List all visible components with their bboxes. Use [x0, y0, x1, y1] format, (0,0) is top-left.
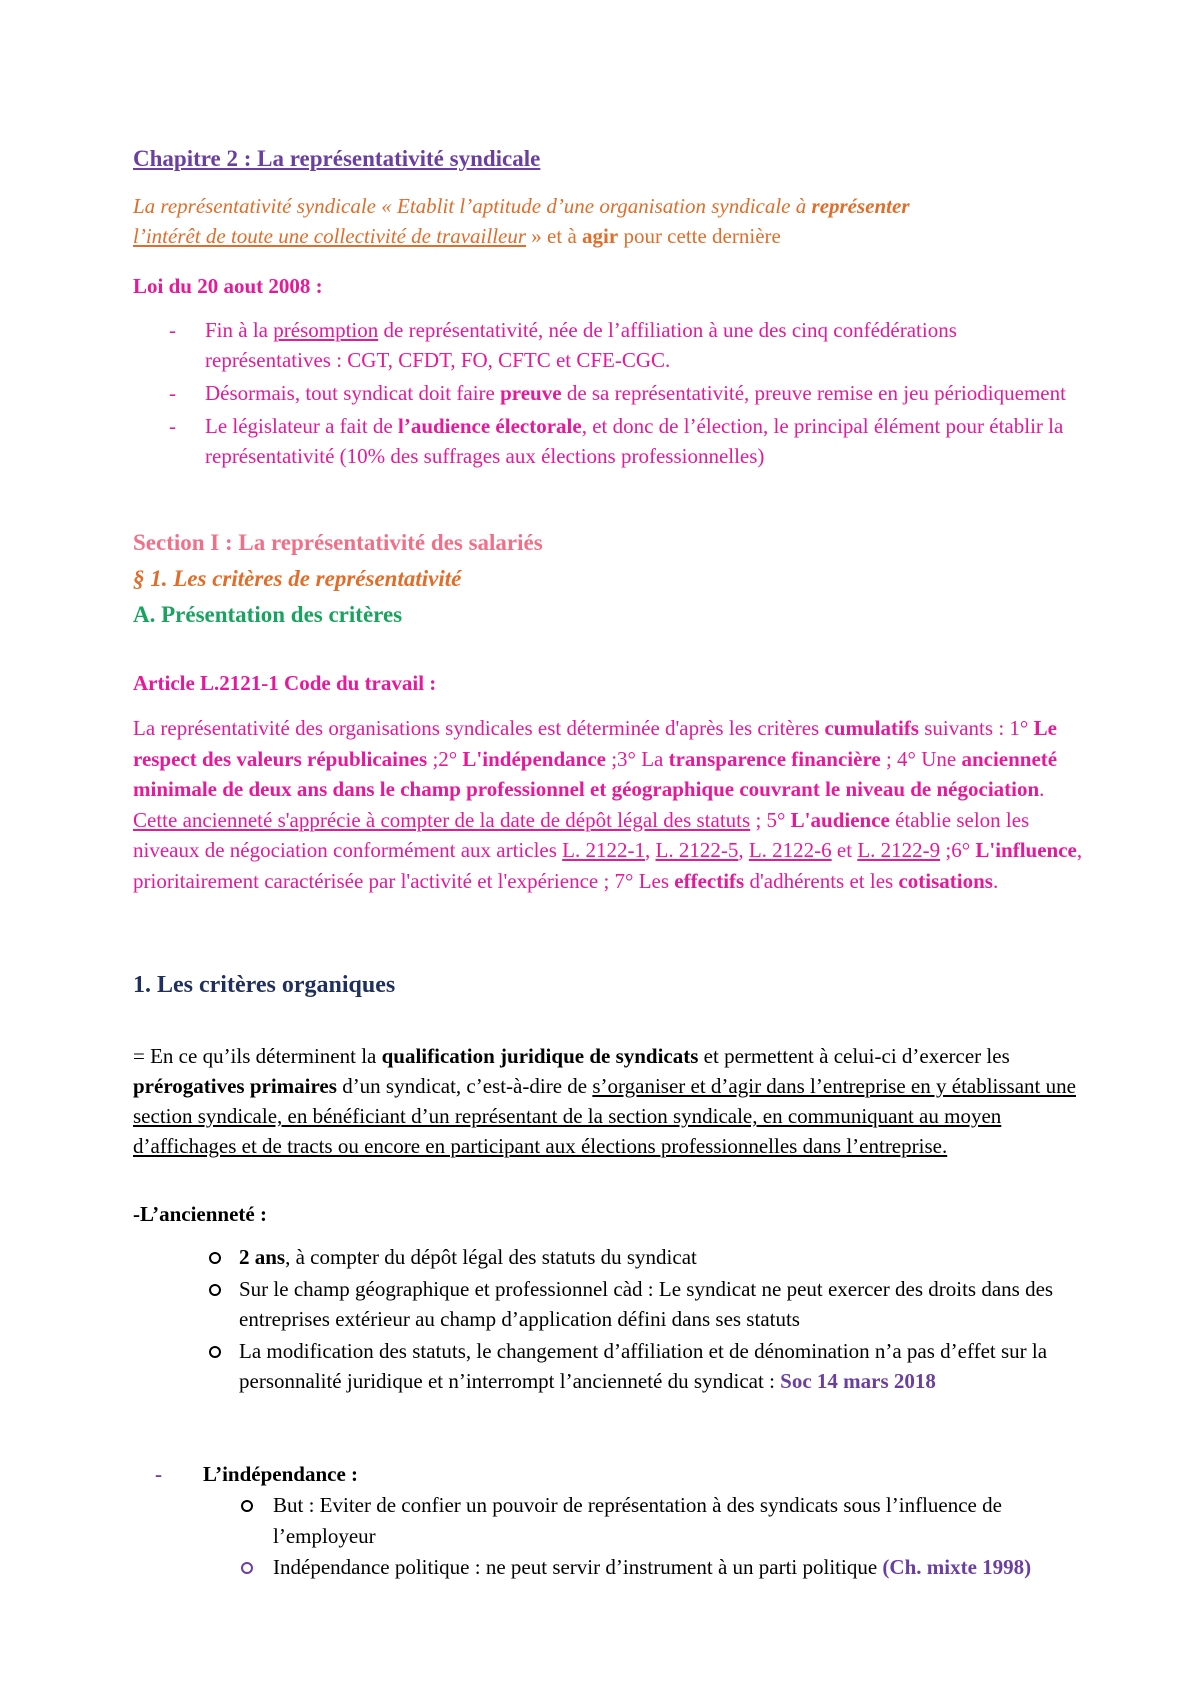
- list-text: Sur le champ géographique et professionnel càd : Le syndicat ne peut exercer des droits dans des entreprises extérieur au champ d’application défini dans ses statuts: [239, 1276, 1054, 1331]
- article-text: ,: [645, 838, 656, 862]
- article-bold: cotisations: [898, 868, 993, 893]
- anciennete-list: [133, 1242, 1083, 1398]
- paragraph-bold: prérogatives primaires: [133, 1074, 337, 1098]
- paragraph-text: d’un syndicat, c’est-à-dire de: [336, 1074, 593, 1098]
- article-text: ;2°: [427, 746, 463, 771]
- article-link[interactable]: L. 2122-5: [655, 838, 739, 862]
- article-text: suivants : 1°: [918, 716, 1034, 740]
- article-bold: L'influence: [975, 838, 1077, 862]
- definition-bold-representer: représenter: [811, 194, 910, 218]
- list-text: de sa représentativité, preuve remise en jeu périodiquement: [561, 381, 1066, 405]
- article-link[interactable]: L. 2122-6: [748, 838, 832, 862]
- definition-bold-agir: agir: [582, 224, 619, 248]
- article-body: [133, 713, 1083, 896]
- article-text: .: [992, 868, 999, 893]
- definition-paragraph: [133, 191, 1083, 251]
- dash-marker: -: [169, 318, 176, 342]
- dash-marker: -: [169, 414, 176, 438]
- page-title: Chapitre 2 : La représentativité syndicale: [133, 146, 541, 171]
- article-text: d'adhérents et les: [744, 868, 899, 893]
- dash-marker: -: [169, 381, 176, 405]
- article-text: , prioritairement caractérisée par l'activité et l'expérience ; 7° Les: [133, 838, 1083, 893]
- bold-term: l’audience électorale: [398, 414, 582, 438]
- list-item: [133, 1242, 1083, 1273]
- bold-term: 2 ans: [239, 1245, 286, 1269]
- article-bold: transparence financière: [668, 746, 881, 771]
- paragraph-text: = En ce qu’ils déterminent la: [133, 1044, 382, 1068]
- subsubsection-heading: A. Présentation des critères: [133, 602, 403, 627]
- list-text: , et donc de l’élection, le principal élément pour établir la représentativité (10% des suffrages aux élections professionnelles): [205, 414, 1064, 468]
- loi-heading: Loi du 20 aout 2008 :: [133, 274, 323, 298]
- case-reference: (Ch. mixte 1998): [882, 1555, 1032, 1579]
- list-item: [133, 1336, 1083, 1397]
- definition-text-3: » et à: [526, 224, 583, 248]
- list-item: [133, 1490, 1083, 1551]
- article-text: ; 4° Une: [880, 746, 962, 771]
- list-item: [133, 1552, 1083, 1583]
- list-text: de représentativité, née de l’affiliation à une des cinq confédérations représentatives : CGT, CFDT, FO, CFTC et CFE-CGC.: [205, 318, 957, 372]
- list-text: La modification des statuts, le changement d’affiliation et de dénomination n’a pas d’effet sur la personnalité juridique et n’interrompt l’ancienneté du syndicat :: [239, 1338, 1048, 1393]
- loi-list: [133, 315, 1083, 474]
- list-text: But : Eviter de confier un pouvoir de représentation à des syndicats sous l’influence de l’employeur: [273, 1493, 1002, 1548]
- independance-label: L’indépendance :: [203, 1462, 359, 1486]
- article-heading: Article L.2121-1 Code du travail :: [133, 671, 437, 695]
- dash-marker: -: [155, 1462, 162, 1486]
- bullet-circle-icon: [209, 1346, 221, 1358]
- list-text: Fin à la: [205, 318, 274, 342]
- article-text: ,: [738, 838, 749, 862]
- definition-text-4: pour cette dernière: [618, 224, 781, 248]
- bullet-circle-icon: [209, 1284, 221, 1296]
- subsection-heading: § 1. Les critères de représentativité: [133, 566, 462, 591]
- list-text: Désormais, tout syndicat doit faire: [205, 381, 501, 405]
- bullet-circle-icon: [241, 1500, 253, 1512]
- list-item: [133, 1274, 1083, 1335]
- organiques-paragraph: [133, 1041, 1083, 1161]
- paragraph-bold: qualification juridique de syndicats: [381, 1044, 699, 1068]
- article-bold: cumulatifs: [824, 716, 919, 740]
- case-reference: Soc 14 mars 2018: [780, 1369, 936, 1393]
- paragraph-text: et permettent à celui-ci d’exercer les: [698, 1044, 1010, 1068]
- article-bold: L'audience: [790, 807, 890, 832]
- article-bold: L'indépendance: [462, 746, 606, 771]
- list-text: , à compter du dépôt légal des statuts du syndicat: [285, 1245, 697, 1269]
- definition-text-1: La représentativité syndicale « Etablit l’aptitude d’une organisation syndicale à: [133, 194, 812, 218]
- bold-term: preuve: [500, 381, 562, 405]
- list-item: [133, 378, 1083, 408]
- organiques-heading: 1. Les critères organiques: [133, 972, 396, 998]
- article-bold: effectifs: [674, 868, 745, 893]
- list-item: [133, 315, 1083, 375]
- anciennete-heading: -L’ancienneté :: [133, 1202, 267, 1226]
- list-text: Le législateur a fait de: [205, 414, 398, 438]
- article-bold: ancienneté minimale de deux ans dans le champ professionnel et géographique couvrant le niveau de négociation: [133, 746, 1058, 801]
- article-text: La représentativité des organisations syndicales est déterminée d'après les critères: [133, 716, 825, 740]
- article-bold: Le respect des valeurs républicaines: [133, 716, 1057, 771]
- article-link[interactable]: L. 2122-1: [562, 838, 645, 862]
- paragraph-underlined: s’organiser et d’agir dans l’entreprise en y établissant une section syndicale, en bénéficiant d’un représentant de la section syndicale, en communiquant au moyen d’affichages et de tracts ou encore en participant aux élections professionnelles dans l’entreprise.: [133, 1074, 1076, 1158]
- article-text: et: [831, 838, 858, 862]
- definition-underlined: l’intérêt de toute une collectivité de travailleur: [133, 224, 527, 248]
- underlined-term: présomption: [273, 318, 379, 342]
- article-text: ;6°: [940, 838, 976, 862]
- independance-list: [133, 1490, 1083, 1584]
- article-text: établie selon les niveaux de négociation conformément aux articles: [133, 807, 1030, 862]
- list-text: Indépendance politique : ne peut servir d’instrument à un parti politique: [273, 1555, 883, 1579]
- article-text: ;3° La: [605, 746, 669, 771]
- section-heading: Section I : La représentativité des salariés: [133, 530, 543, 555]
- bullet-circle-icon: [241, 1562, 253, 1574]
- article-link[interactable]: L. 2122-9: [857, 838, 941, 862]
- article-underlined: Cette ancienneté s'apprécie à compter de la date de dépôt légal des statuts: [133, 807, 751, 832]
- article-text: .: [1039, 777, 1045, 801]
- list-item: [133, 411, 1083, 471]
- article-text: ; 5°: [750, 807, 791, 832]
- bullet-circle-icon: [209, 1252, 221, 1264]
